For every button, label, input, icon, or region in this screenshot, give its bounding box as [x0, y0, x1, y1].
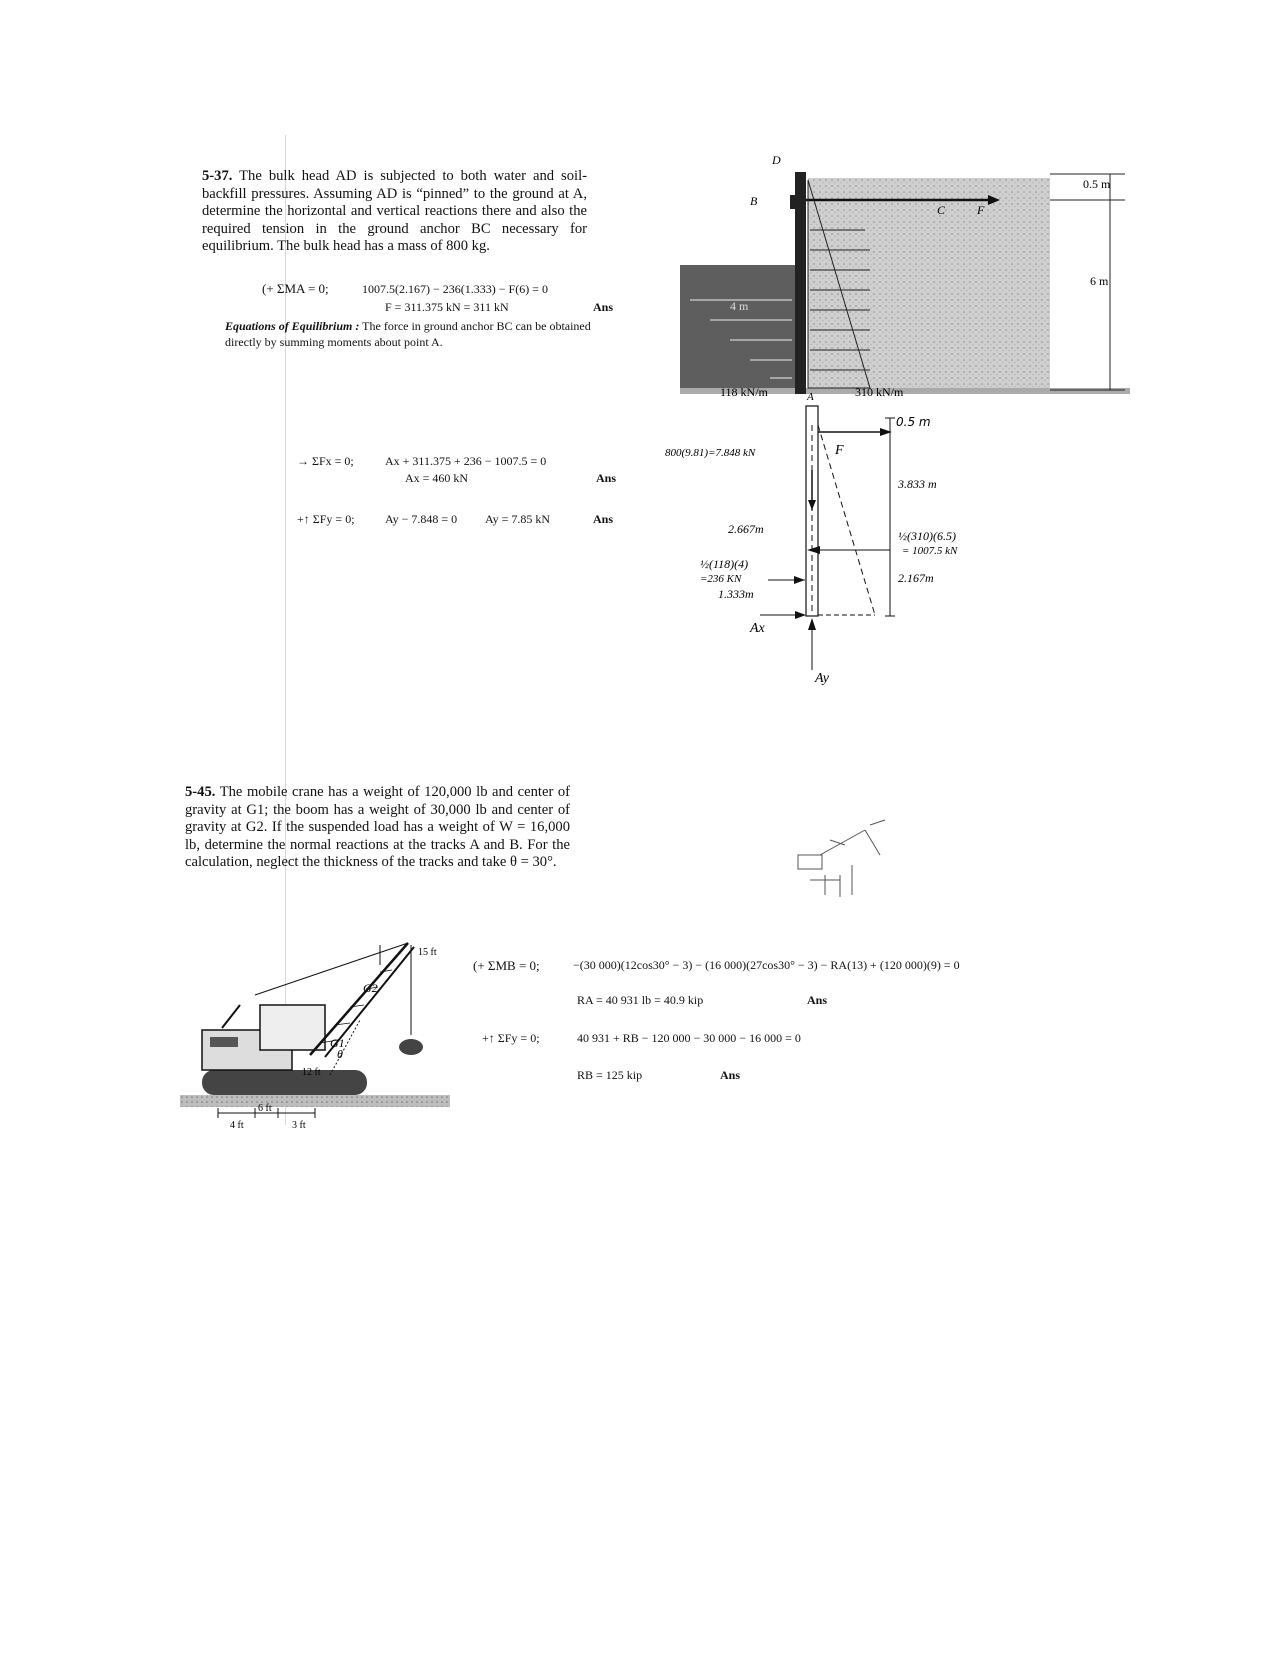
crane-ans-2: Ans [720, 1068, 741, 1082]
fbd-0-5m: 0.5 m [896, 415, 931, 429]
dim-6m: 6 m [1090, 274, 1109, 288]
label-b: B [750, 194, 758, 208]
crane-eq1-result: RA = 40 931 lb = 40.9 kip [577, 993, 704, 1007]
eq2-line1: Ax + 311.375 + 236 − 1007.5 = 0 [385, 454, 547, 468]
fbd-3-833m: 3.833 m [898, 477, 937, 491]
label-a: A [807, 391, 814, 403]
fbd-soil-line [818, 425, 875, 615]
fbd-load-right-1: ½(310)(6.5) [898, 529, 956, 543]
label-g1: G1 [330, 1036, 345, 1050]
problem-text: The mobile crane has a weight of 120,000 lb and center of gravity at G1; the boom has a weight of 30,000 lb and center of gravity at G2. If the suspended load has a weight of W = 16,000 lb, determine the normal reactions at the tracks A and B. For the calculation, neglect the thickness of the tracks and take θ = 30°. [185, 784, 571, 870]
dim-6ft: 6 ft [258, 1103, 272, 1114]
crane-track [202, 1070, 367, 1095]
dim-0-5m: 0.5 m [1083, 177, 1111, 191]
crane-eq1-line: −(30 000)(12cos30° − 3) − (16 000)(27cos30° − 3) − RA(13) + (120 000)(9) = 0 [573, 958, 960, 972]
eq3-line1: Ay − 7.848 = 0 [385, 512, 458, 526]
dim-12ft: 12 ft [302, 1067, 321, 1078]
fbd-load-right-2: = 1007.5 kN [902, 545, 958, 557]
fbd-weight: 800(9.81)=7.848 kN [665, 447, 756, 459]
problem-text: The bulk head AD is subjected to both water and soil-backfill pressures. Assuming AD is “pinned” to the ground at A, determine the horizontal and vertical reactions there and also the required tension in the ground anchor BC necessary for equilibrium. The bulk head has a mass of 800 kg. [202, 168, 587, 254]
eq1-line1: 1007.5(2.167) − 236(1.333) − F(6) = 0 [362, 282, 548, 296]
label-f: F [977, 203, 985, 217]
suspended-load [399, 1039, 423, 1055]
ans-1: Ans [593, 300, 614, 314]
eq1-label: (+ ΣMA = 0; [262, 281, 329, 296]
soil-backfill-region [808, 178, 1050, 390]
bulkhead-figure [680, 153, 1150, 403]
water-region [680, 265, 796, 390]
crane-eq2-result: RB = 125 kip [577, 1068, 643, 1082]
crane-ans-1: Ans [807, 993, 828, 1007]
label-d: D [772, 153, 781, 167]
fbd-2-167m: 2.167m [898, 571, 934, 585]
ans-3: Ans [593, 512, 614, 526]
crane-eq1-label: (+ ΣMB = 0; [473, 958, 540, 973]
crane-eq2-label: +↑ ΣFy = 0; [482, 1031, 540, 1045]
dim-4m: 4 m [730, 299, 749, 313]
eq2-label: → ΣFx = 0; [297, 454, 354, 468]
load-310: 310 kN/m [855, 385, 904, 399]
problem-number: 5-37. [202, 168, 233, 184]
fbd-Ax: Ax [750, 621, 765, 636]
load-118: 118 kN/m [720, 385, 768, 399]
problem-5-45-statement [185, 784, 570, 872]
fbd-1-333m: 1.333m [718, 587, 754, 601]
eq3-label: +↑ ΣFy = 0; [297, 512, 355, 526]
crane-figure [180, 925, 490, 1150]
ans-2: Ans [596, 471, 617, 485]
dim-4ft: 4 ft [230, 1120, 244, 1131]
eq3-line2: Ay = 7.85 kN [485, 512, 550, 526]
eq2-line2: Ax = 460 kN [405, 471, 469, 485]
fbd-load-left-2: =236 KN [700, 573, 742, 585]
fbd-F: F [835, 443, 844, 458]
dim-3ft: 3 ft [292, 1120, 306, 1131]
problem-number: 5-45. [185, 784, 216, 800]
fbd-2-667m: 2.667m [728, 522, 764, 536]
dim-15ft: 15 ft [418, 947, 437, 958]
fbd-load-left-1: ½(118)(4) [700, 557, 749, 571]
bulkhead-wall [795, 172, 806, 394]
crane-sketch [790, 815, 900, 915]
free-body-diagram [665, 400, 1000, 700]
eq1-line2: F = 311.375 kN = 311 kN [385, 300, 509, 314]
equilibrium-intro: Equations of Equilibrium : The force in ground anchor BC can be obtained directly by summing moments about point A. [225, 319, 591, 349]
label-theta: θ [337, 1047, 343, 1061]
fbd-Ay: Ay [815, 671, 829, 686]
problem-5-37-statement [202, 168, 587, 256]
crane-eq2-line: 40 931 + RB − 120 000 − 30 000 − 16 000 = 0 [577, 1031, 801, 1045]
crane-cab [260, 1005, 325, 1050]
label-c: C [937, 203, 946, 217]
label-g2: G2 [363, 981, 378, 995]
